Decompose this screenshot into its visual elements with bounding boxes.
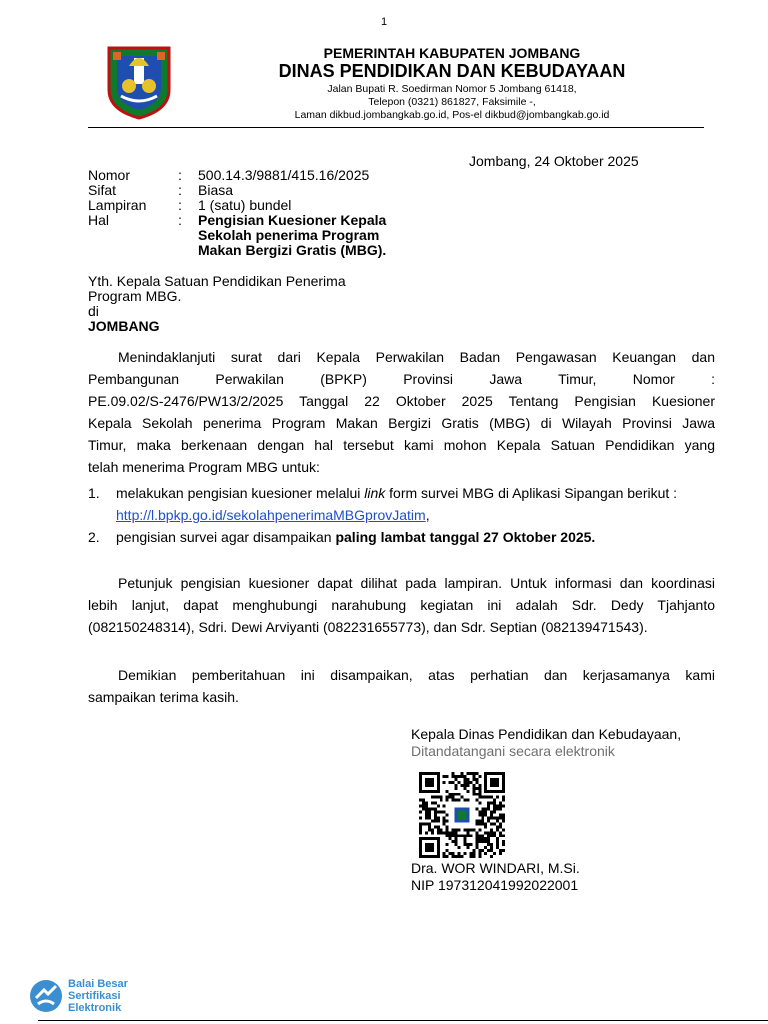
department-name: DINAS PENDIDIKAN DAN KEBUDAYAAN [278, 61, 626, 81]
list-text: melakukan pengisian kuesioner melalui link form survei MBG di Aplikasi Sipangan berikut : http://l.bpkp.go.id/sekolahpenerimaMBGprovJatim, [116, 485, 678, 523]
meta-row-lampiran [88, 198, 386, 213]
meta-colon: : [178, 212, 182, 228]
meta-value: Biasa [198, 182, 234, 198]
body-paragraph-2 [88, 572, 715, 638]
paragraph-line: PE.09.02/S-2476/PW13/2/2025 Tanggal 22 Oktober 2025 Tentang Pengisian Kuesioner [88, 393, 715, 409]
recipient-line: Yth. Kepala Satuan Pendidikan Penerima [88, 273, 346, 289]
recipient-line: di [88, 303, 99, 319]
paragraph-line: Pembangunan Perwakilan (BPKP) Provinsi Jawa Timur, Nomor : [88, 371, 715, 387]
paragraph-line: telah menerima Program MBG untuk: [88, 459, 320, 475]
meta-colon: : [178, 182, 182, 198]
meta-label: Lampiran [88, 197, 147, 213]
government-name: PEMERINTAH KABUPATEN JOMBANG [323, 45, 581, 61]
signer-nip: NIP 197312041992022001 [411, 877, 579, 893]
subject-value [198, 213, 386, 258]
signer-block [411, 860, 580, 894]
recipient-block [88, 274, 346, 334]
qr-code-icon [419, 772, 505, 858]
phone-line: Telepon (0321) 861827, Faksimile -, [368, 96, 536, 108]
meta-colon: : [178, 197, 182, 213]
subject-line: Sekolah penerima Program [198, 227, 380, 243]
bsre-emblem-icon [28, 978, 64, 1014]
e-signature-note: Ditandatangani secara elektronik [411, 743, 615, 759]
list-text: pengisian survei agar disampaikan paling lambat tanggal 27 Oktober 2025. [116, 529, 596, 545]
meta-value: 1 (satu) bundel [198, 197, 292, 213]
paragraph-line: Menindaklanjuti surat dari Kepala Perwakilan Badan Pengawasan Keuangan dan [118, 349, 715, 365]
paragraph-line: Petunjuk pengisian kuesioner dapat dilihat pada lampiran. Untuk informasi dan koordinasi [118, 575, 715, 591]
paragraph-line: Demikian pemberitahuan ini disampaikan, atas perhatian dan kerjasamanya kami [118, 667, 715, 683]
list-number: 2. [88, 529, 100, 545]
address-line: Jalan Bupati R. Soedirman Nomor 5 Jombang 61418, [327, 83, 577, 95]
letter-date: Jombang, 24 Oktober 2025 [469, 153, 639, 169]
body-paragraph-3 [88, 664, 715, 708]
subject-line: Pengisian Kuesioner Kepala [198, 212, 387, 228]
recipient-city: JOMBANG [88, 318, 160, 334]
meta-label: Sifat [88, 182, 117, 198]
meta-label: Nomor [88, 167, 131, 183]
signature-block [411, 726, 681, 760]
meta-row-sifat [88, 183, 386, 198]
instruction-list [88, 482, 718, 548]
footer-rule [38, 1020, 768, 1021]
paragraph-line: Timur, maka berkenaan dengan hal tersebut kami mohon Kepala Satuan Pendidikan yang [88, 437, 715, 453]
jombang-regency-emblem-icon [105, 44, 173, 120]
meta-row-hal [88, 213, 386, 258]
letterhead [250, 46, 654, 122]
deadline-text: paling lambat tanggal 27 Oktober 2025. [335, 529, 596, 545]
signatory-title: Kepala Dinas Pendidikan dan Kebudayaan, [411, 726, 682, 742]
paragraph-line: (082150248314), Sdri. Dewi Arviyanti (082231655773), dan Sdr. Septian (082139471543). [88, 619, 648, 635]
letter-metadata [88, 168, 386, 258]
meta-value: 500.14.3/9881/415.16/2025 [198, 167, 370, 183]
paragraph-line: sampaikan terima kasih. [88, 689, 239, 705]
meta-colon: : [178, 167, 182, 183]
list-number: 1. [88, 485, 100, 501]
meta-row-nomor [88, 168, 386, 183]
bsre-logo [28, 978, 128, 1014]
letterhead-divider [88, 127, 704, 128]
paragraph-line: Kepala Sekolah penerima Program Makan Bergizi Gratis (MBG) di Wilayah Provinsi Jawa [88, 415, 715, 431]
body-paragraph-1 [88, 346, 715, 478]
signer-name: Dra. WOR WINDARI, M.Si. [411, 860, 580, 876]
bsre-text: Balai Besar Sertifikasi Elektronik [68, 978, 128, 1014]
web-line: Laman dikbud.jombangkab.go.id, Pos-el dikbud@jombangkab.go.id [294, 109, 610, 121]
list-item [88, 526, 718, 548]
meta-label: Hal [88, 212, 110, 228]
page-number: 1 [380, 16, 388, 28]
paragraph-line: lebih lanjut, dapat menghubungi narahubung kegiatan ini adalah Sdr. Dedy Tjahjanto [88, 597, 715, 613]
list-item [88, 482, 718, 526]
survey-link[interactable]: http://l.bpkp.go.id/sekolahpenerimaMBGprovJatim [116, 507, 426, 523]
subject-line: Makan Bergizi Gratis (MBG). [198, 242, 387, 258]
recipient-line: Program MBG. [88, 288, 182, 304]
